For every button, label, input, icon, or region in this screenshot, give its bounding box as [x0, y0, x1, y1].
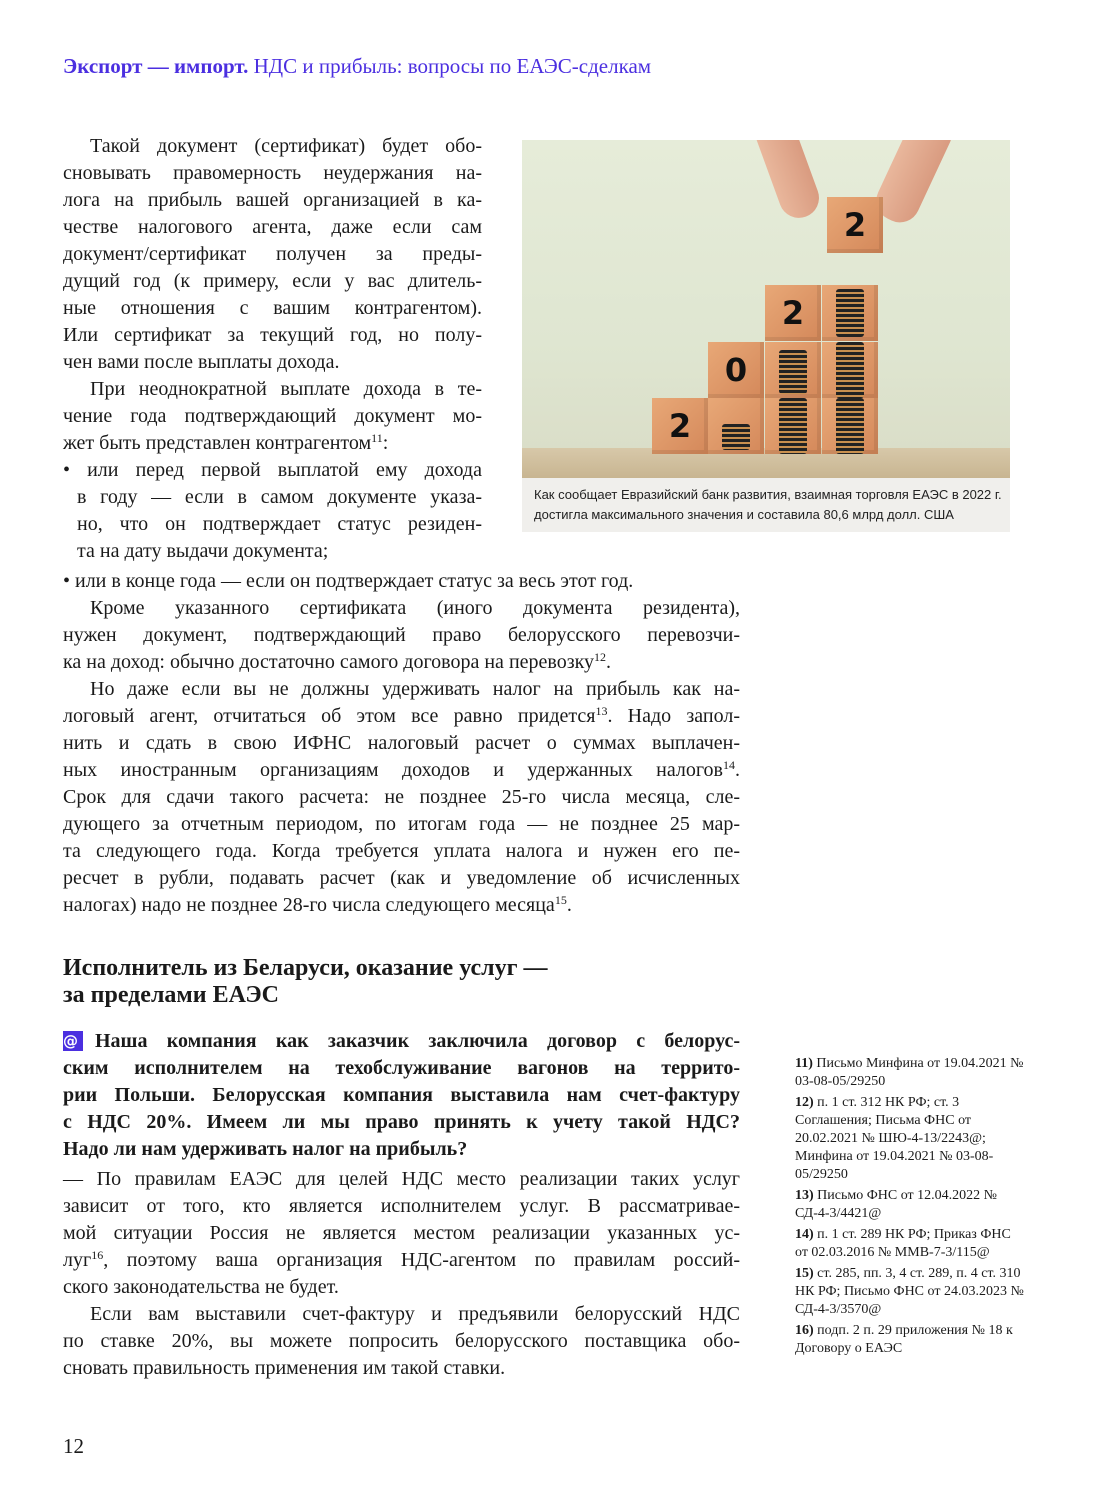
footnote-text: ст. 285, пп. 3, 4 ст. 289, п. 4 ст. 310 НК РФ; Письмо ФНС от 24.03.2023 № СД-4-3/3570@ — [795, 1266, 1024, 1317]
footnote-text: подп. 2 п. 29 приложения № 18 к Договору о ЕАЭС — [795, 1323, 1013, 1356]
text-line — [63, 838, 740, 865]
footnote-number: 12) — [795, 1095, 814, 1110]
line-text: в году — если в самом документе указа- — [77, 486, 482, 508]
figure-photo — [522, 140, 1010, 478]
text-line — [63, 214, 482, 241]
line-text: Надо ли нам удерживать налог на прибыль? — [63, 1138, 468, 1160]
footnote-text: п. 1 ст. 312 НК РФ; ст. 3 Соглашения; Письма ФНС от 20.02.2021 № ШЮ-4-13/2243@; Минфина от 19.04.2021 № 03-08-05/29250 — [795, 1095, 994, 1182]
text-line — [63, 187, 482, 214]
at-icon: @ — [63, 1031, 83, 1051]
footnote — [795, 1187, 1025, 1223]
left-column-text — [63, 133, 482, 565]
text-line — [63, 1301, 740, 1328]
footnote-text: Письмо Минфина от 19.04.2021 № 03-08-05/29250 — [795, 1056, 1024, 1089]
line-text: Наша компания как заказчик заключила договор с белорус- — [95, 1030, 740, 1052]
caption-line: Как сообщает Евразийский банк развития, взаимная торговля ЕАЭС в 2022 г. — [534, 487, 1002, 502]
text-line — [63, 757, 740, 784]
text-line — [63, 1274, 740, 1301]
line-text: нить и сдать в свою ИФНС налоговый расчет о суммах выплачен- — [63, 732, 740, 754]
footnote-text: Письмо ФНС от 12.04.2022 № СД-4-3/4421@ — [795, 1188, 998, 1221]
text-line — [63, 892, 740, 919]
page-number: 12 — [63, 1434, 84, 1458]
line-text: та на дату выдачи документа; — [77, 540, 329, 562]
footnote-ref: 14 — [723, 758, 735, 772]
text-line — [63, 622, 740, 649]
footnote-number: 14) — [795, 1227, 814, 1242]
text-line — [63, 703, 740, 730]
footnote-number: 16) — [795, 1323, 814, 1338]
answer-block — [63, 1166, 740, 1382]
text-line — [63, 484, 482, 511]
block-digit: 2 — [765, 285, 821, 341]
line-text: чение года подтверждающий документ мо- — [63, 405, 482, 427]
line-text: Такой документ (сертификат) будет обо- — [90, 135, 482, 157]
line-text: Срок для сдачи такого расчета: не позднее 25-го числа месяца, сле- — [63, 786, 740, 808]
line-text: . Надо запол- — [607, 705, 740, 727]
line-text: та следующего года. Когда требуется уплата налога и нужен его пе- — [63, 840, 740, 862]
block-coins — [765, 342, 821, 398]
line-text: ским исполнителем на техобслуживание вагонов на террито- — [63, 1057, 740, 1079]
text-line — [63, 376, 482, 403]
text-line — [63, 403, 482, 430]
footnote-ref: 13 — [595, 704, 608, 718]
line-text: сновывать правомерность неудержания на- — [63, 162, 482, 184]
line-text: луг — [63, 1249, 92, 1271]
line-text: документ/сертификат получен за преды- — [63, 243, 482, 265]
text-line — [63, 349, 482, 376]
line-text: При неоднократной выплате дохода в те- — [90, 378, 482, 400]
footnote-ref: 15 — [554, 893, 567, 907]
text-line — [63, 1193, 740, 1220]
text-line — [63, 676, 740, 703]
line-text: лога на прибыль вашей организацией в ка- — [63, 189, 482, 211]
footnote-ref: 11 — [371, 431, 383, 445]
line-text: , поэтому ваша организация НДС-агентом по правилам россий- — [103, 1249, 740, 1271]
line-text: . — [735, 759, 740, 781]
line-text: ского законодательства не будет. — [63, 1276, 339, 1298]
line-text: Если вам выставили счет-фактуру и предъявили белорусский НДС — [90, 1303, 740, 1325]
footnote — [795, 1265, 1025, 1319]
text-line — [63, 784, 740, 811]
line-text: рии Польши. Белорусская компания выставила нам счет-фактуру — [63, 1084, 740, 1106]
text-line — [63, 1082, 740, 1109]
line-text: . — [566, 894, 572, 916]
line-text: с НДС 20%. Имеем ли мы право принять к учету такой НДС? — [63, 1111, 740, 1133]
line-text: нужен документ, подтверждающий право белорусского перевозчи- — [63, 624, 740, 646]
line-text: жет быть представлен контрагентом — [63, 432, 372, 454]
footnote — [795, 1226, 1025, 1262]
line-text: Или сертификат за текущий год, но полу- — [63, 324, 482, 346]
footnote-number: 11) — [795, 1056, 813, 1071]
line-text: мой ситуации Россия не является местом реализации указанных ус- — [63, 1222, 740, 1244]
figure-caption — [522, 478, 1010, 532]
line-text: сновать правильность применения им такой ставки. — [63, 1357, 506, 1379]
header-section: Экспорт — импорт. — [63, 54, 249, 78]
text-line — [63, 1220, 740, 1247]
footnote-number: 13) — [795, 1188, 814, 1203]
heading-line: за пределами ЕАЭС — [63, 982, 279, 1008]
text-line — [63, 457, 482, 484]
footnote-text: п. 1 ст. 289 НК РФ; Приказ ФНС от 02.03.2016 № ММВ-7-3/115@ — [795, 1227, 1011, 1260]
caption-line: достигла максимального значения и составила 80,6 млрд долл. США — [534, 507, 954, 522]
text-line — [63, 538, 482, 565]
footnote — [795, 1322, 1025, 1358]
line-text: честве налогового агента, даже если сам — [63, 216, 482, 238]
line-text: ных иностранным организациям доходов и удержанных налогов — [63, 759, 723, 781]
text-line — [63, 160, 482, 187]
block-digit: 2 — [827, 197, 883, 253]
text-line — [63, 649, 740, 676]
text-line — [63, 268, 482, 295]
text-line — [63, 133, 482, 160]
text-line — [63, 1136, 740, 1163]
text-line — [63, 1247, 740, 1274]
footnote — [795, 1094, 1025, 1184]
section-heading — [63, 955, 547, 1009]
block-coins — [765, 398, 821, 454]
block-coins — [822, 398, 878, 454]
line-text: чен вами после выплаты дохода. — [63, 351, 340, 373]
text-line — [63, 811, 740, 838]
line-text: логовый агент, отчитаться об этом все равно придется — [63, 705, 596, 727]
line-text: : — [382, 432, 389, 454]
header-title: НДС и прибыль: вопросы по ЕАЭС-сделкам — [253, 54, 652, 78]
footnote-ref: 12 — [594, 650, 607, 664]
line-text: но, что он подтверждает статус резиден- — [77, 513, 482, 535]
line-text: дующего за отчетным периодом, по итогам года — не позднее 25 мар- — [63, 813, 740, 835]
block-digit: 0 — [708, 342, 764, 398]
text-line — [63, 1028, 740, 1055]
main-text — [63, 568, 740, 919]
question-block — [63, 1028, 740, 1163]
line-text: зависит от того, кто является исполнителем услуг. В рассматривае- — [63, 1195, 740, 1217]
line-text: • или в конце года — если он подтверждает статус за весь этот год. — [63, 570, 634, 592]
block-coins — [822, 285, 878, 341]
line-text: ресчет в рубли, подавать расчет (как и уведомление об исчисленных — [63, 867, 740, 889]
finger-left — [749, 140, 824, 224]
line-text: . — [606, 651, 612, 673]
text-line — [63, 595, 740, 622]
line-text: Кроме указанного сертификата (иного документа резидента), — [90, 597, 740, 619]
line-text: • или перед первой выплатой ему дохода — [63, 459, 482, 481]
text-line — [63, 1055, 740, 1082]
line-text: по ставке 20%, вы можете попросить белорусского поставщика обо- — [63, 1330, 740, 1352]
line-text: — По правилам ЕАЭС для целей НДС место реализации таких услуг — [63, 1168, 740, 1190]
text-line — [63, 730, 740, 757]
footnotes — [795, 1055, 1025, 1361]
line-text: дущий год (к примеру, если у вас длитель- — [63, 270, 482, 292]
block-digit: 2 — [652, 398, 708, 454]
text-line — [63, 1166, 740, 1193]
text-line — [63, 322, 482, 349]
text-line — [63, 295, 482, 322]
text-line — [63, 241, 482, 268]
block-coins — [708, 398, 764, 454]
text-line — [63, 865, 740, 892]
text-line — [63, 568, 740, 595]
line-text: ка на доход: обычно достаточно самого договора на перевозку — [63, 651, 595, 673]
line-text: ные отношения с вашим контрагентом). — [63, 297, 482, 319]
text-line — [63, 1328, 740, 1355]
text-line — [63, 430, 482, 457]
running-header — [63, 54, 651, 79]
footnote — [795, 1055, 1025, 1091]
footnote-ref: 16 — [91, 1248, 104, 1262]
finger-right — [870, 140, 958, 229]
text-line — [63, 1355, 740, 1382]
text-line — [63, 511, 482, 538]
block-coins — [822, 342, 878, 398]
footnote-number: 15) — [795, 1266, 814, 1281]
line-text: Но даже если вы не должны удерживать налог на прибыль как на- — [90, 678, 740, 700]
line-text: налогах) надо не позднее 28-го числа следующего месяца — [63, 894, 555, 916]
text-line — [63, 1109, 740, 1136]
heading-line: Исполнитель из Беларуси, оказание услуг — — [63, 955, 548, 981]
